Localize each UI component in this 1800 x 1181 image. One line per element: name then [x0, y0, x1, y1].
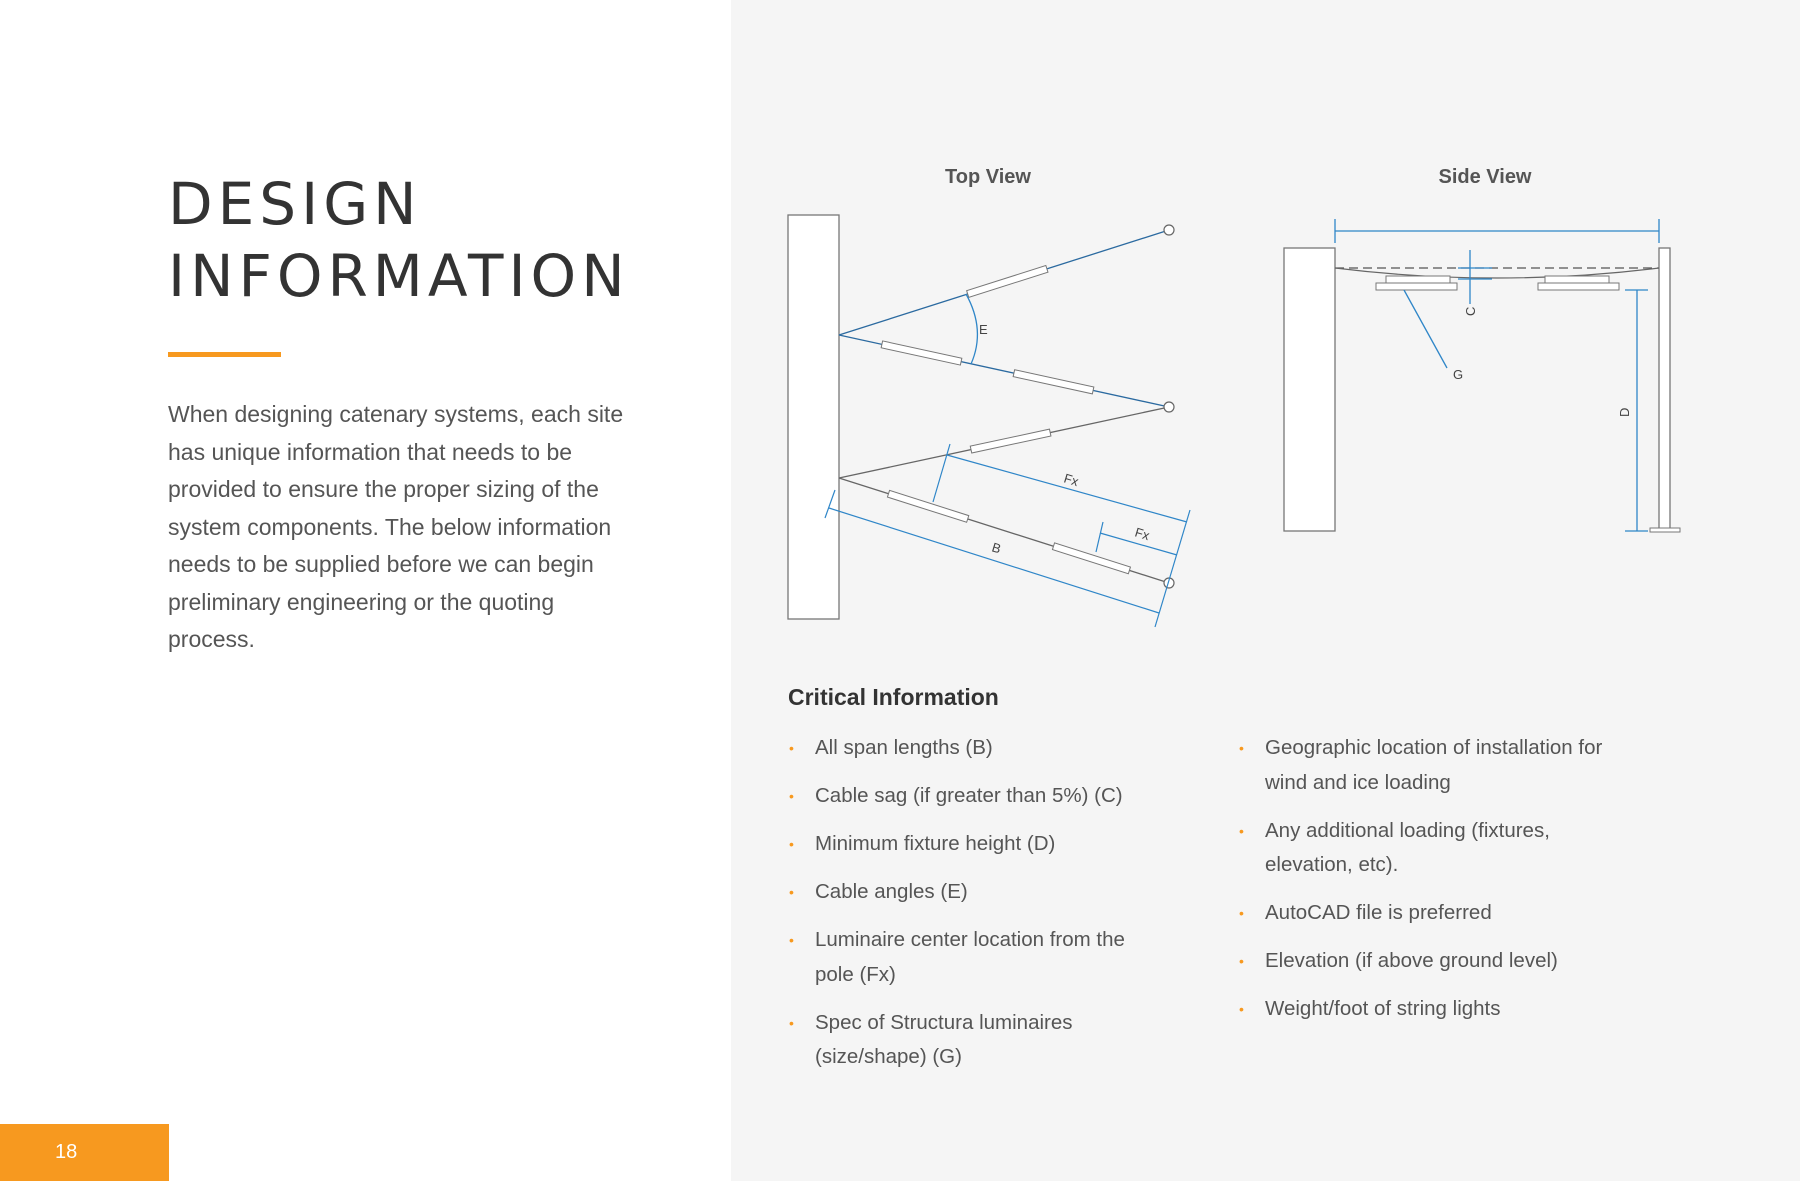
list-item-text: All span lengths (B) [815, 736, 993, 759]
fixture [1013, 370, 1094, 394]
list-item [789, 923, 1129, 992]
top-view-title: Top View [945, 166, 1031, 188]
fixture [1538, 283, 1619, 290]
page-number: 18 [55, 1141, 78, 1163]
cable-sag [1335, 268, 1659, 278]
label-fx: Fx [1133, 524, 1152, 544]
side-wall [1284, 248, 1335, 531]
list-item [789, 875, 1129, 910]
list-item-text: Cable sag (if greater than 5%) (C) [815, 784, 1123, 807]
list-item-text: Minimum fixture height (D) [815, 832, 1056, 855]
critical-list-left [789, 731, 1129, 1088]
list-item-text: Elevation (if above ground level) [1265, 949, 1558, 972]
list-item-text: Spec of Structura luminaires (size/shape) (G) [815, 1010, 1073, 1068]
fixture-bracket [1545, 276, 1609, 283]
list-item [789, 731, 1129, 766]
fixture-bracket [1386, 276, 1450, 283]
list-item-text: AutoCAD file is preferred [1265, 901, 1492, 924]
fixture [887, 490, 968, 522]
list-item [789, 779, 1129, 814]
bullet-icon: • [789, 932, 794, 948]
bullet-icon: • [1239, 740, 1244, 756]
critical-info-heading: Critical Information [788, 684, 999, 710]
list-item [1239, 992, 1629, 1027]
label-d: D [1617, 407, 1632, 417]
fixture [1376, 283, 1457, 290]
list-item-text: Weight/foot of string lights [1265, 997, 1501, 1020]
critical-list-right [1239, 731, 1629, 1040]
fixture [1052, 543, 1130, 574]
bullet-icon: • [789, 836, 794, 852]
label-c: C [1463, 306, 1478, 316]
top-view-diagram [788, 166, 1190, 627]
list-item [1239, 731, 1629, 800]
label-g: G [1453, 367, 1464, 382]
label-b: B [990, 539, 1003, 557]
list-item [789, 827, 1129, 862]
side-view-diagram [1284, 166, 1680, 532]
title-line-1: DESIGN [168, 170, 422, 238]
fixture [967, 266, 1048, 298]
bullet-icon: • [789, 884, 794, 900]
bullet-icon: • [789, 740, 794, 756]
pole-circle [1164, 225, 1174, 235]
pole [1659, 248, 1670, 529]
fixture [881, 341, 962, 365]
list-item-text: Geographic location of installation for wind and ice loading [1265, 736, 1603, 794]
extension-line [1096, 522, 1103, 552]
bullet-icon: • [1239, 905, 1244, 921]
list-item [789, 1006, 1129, 1075]
label-fx: Fx [1062, 470, 1081, 490]
extension-line [933, 444, 950, 502]
intro-paragraph: When designing catenary systems, each site has unique information that needs to be provided to ensure the proper sizing of the system components. The below information needs to be supplied before we can begin preliminary engineering or the quoting process. [168, 401, 624, 652]
title-line-2: INFORMATION [168, 242, 630, 310]
pole-circle [1164, 402, 1174, 412]
fx-dimension [947, 455, 1187, 522]
side-dimensions [1335, 219, 1659, 531]
list-item [1239, 944, 1629, 979]
pole-base [1650, 528, 1680, 532]
side-view-title: Side View [1438, 166, 1532, 188]
list-item-text: Any additional loading (fixtures, elevation, etc). [1265, 818, 1550, 876]
list-item-text: Luminaire center location from the pole (Fx) [815, 928, 1125, 986]
spec-leader [1404, 290, 1447, 368]
list-item-text: Cable angles (E) [815, 880, 968, 903]
fixture [970, 429, 1051, 453]
label-e: E [979, 322, 988, 337]
angle-arc [966, 294, 977, 364]
bullet-icon: • [1239, 1001, 1244, 1017]
list-item [1239, 896, 1629, 931]
bullet-icon: • [789, 788, 794, 804]
wall [788, 215, 839, 619]
bullet-icon: • [1239, 953, 1244, 969]
bullet-icon: • [1239, 822, 1244, 839]
extension-line [1155, 510, 1190, 627]
bullet-icon: • [789, 1014, 794, 1031]
list-item [1239, 814, 1629, 883]
